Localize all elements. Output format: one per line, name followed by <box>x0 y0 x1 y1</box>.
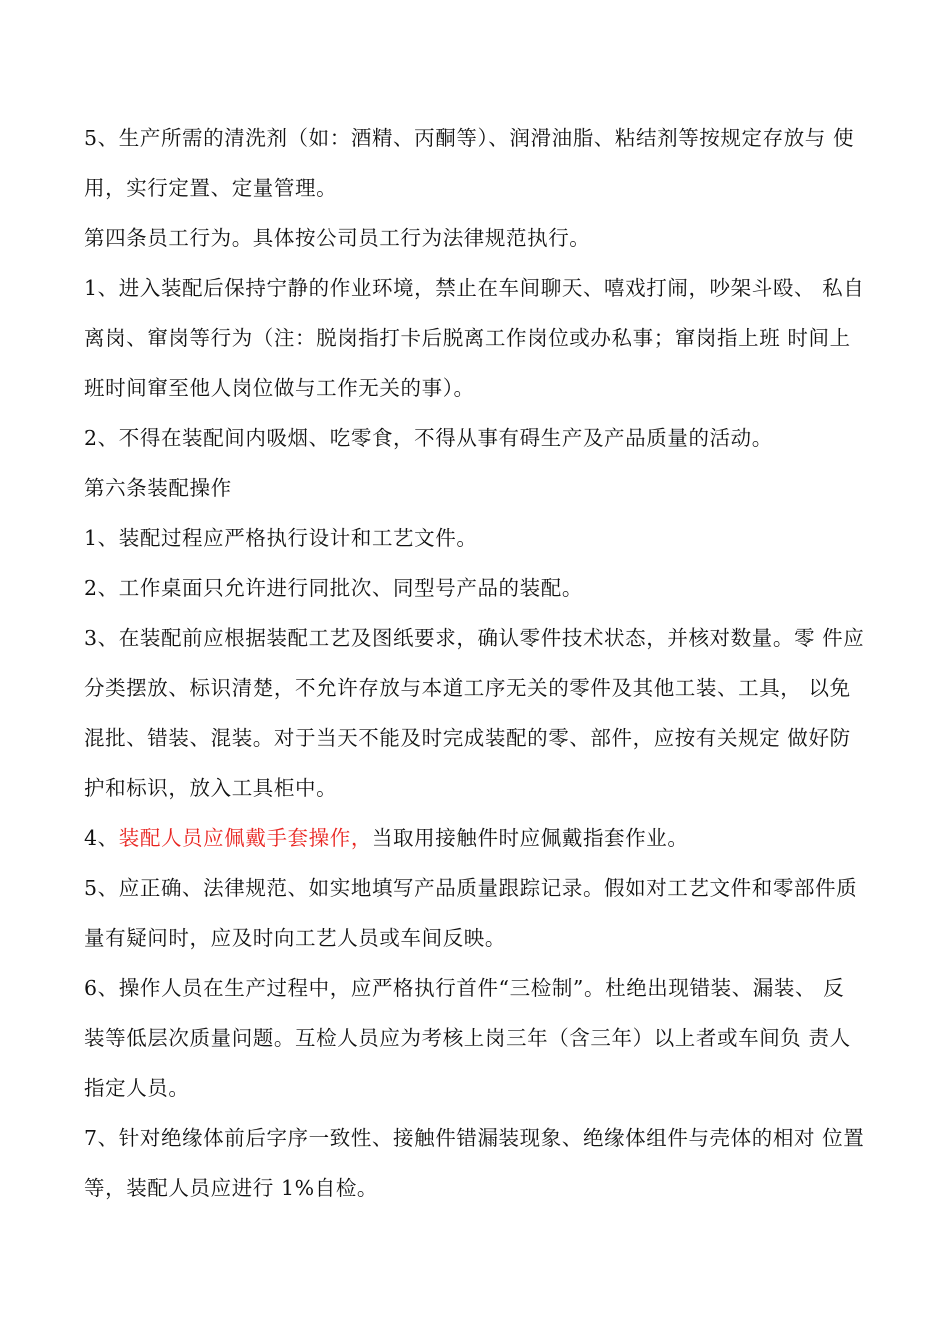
text-line-21: 7、针对绝缘体前后字序一致性、接触件错漏装现象、绝缘体组件与壳体的相对 位置 <box>84 1126 865 1150</box>
text-line-16: 5、应正确、法律规范、如实地填写产品质量跟踪记录。假如对工艺文件和零部件质 <box>84 876 858 900</box>
highlighted-text: 装配人员应佩戴手套操作， <box>118 826 372 850</box>
text-line-1: 5、生产所需的清洗剂（如：酒精、丙酮等）、润滑油脂、粘结剂等按规定存放与 使 <box>84 126 855 150</box>
text-line-10: 2、工作桌面只允许进行同批次、同型号产品的装配。 <box>84 576 583 600</box>
article-heading-6: 第六条装配操作 <box>84 476 232 500</box>
text-line-20: 指定人员。 <box>84 1076 190 1100</box>
text-line-17: 量有疑问时，应及时向工艺人员或车间反映。 <box>84 926 506 950</box>
text-line-2: 用，实行定置、定量管理。 <box>84 176 338 200</box>
text-line-22: 等，装配人员应进行 1%自检。 <box>84 1176 379 1200</box>
text-line-11: 3、在装配前应根据装配工艺及图纸要求，确认零件技术状态，并核对数量。零 件应 <box>84 626 865 650</box>
text-continuation: 当取用接触件时应佩戴指套作业。 <box>371 826 689 850</box>
article-heading-4: 第四条员工行为。具体按公司员工行为法律规范执行。 <box>84 226 591 250</box>
text-line-13: 混批、错装、混装。对于当天不能及时完成装配的零、部件，应按有关规定 做好防 <box>84 726 851 750</box>
text-line-14: 护和标识，放入工具柜中。 <box>84 776 338 800</box>
text-line-12: 分类摆放、标识清楚，不允许存放与本道工序无关的零件及其他工装、工具， 以免 <box>84 676 851 700</box>
text-line-19: 装等低层次质量问题。互检人员应为考核上岗三年（含三年）以上者或车间负 责人 <box>84 1026 851 1050</box>
text-line-4: 1、进入装配后保持宁静的作业环境，禁止在车间聊天、嘻戏打闹，吵架斗殴、 私自 <box>84 276 865 300</box>
text-line-15 <box>84 824 884 852</box>
text-line-5: 离岗、窜岗等行为（注：脱岗指打卡后脱离工作岗位或办私事；窜岗指上班 时间上 <box>84 326 851 350</box>
text-line-7: 2、不得在装配间内吸烟、吃零食，不得从事有碍生产及产品质量的活动。 <box>84 426 773 450</box>
text-line-18: 6、操作人员在生产过程中，应严格执行首件“三检制”。杜绝出现错装、漏装、 反 <box>84 976 845 1000</box>
item-number: 4、 <box>84 826 119 850</box>
text-line-9: 1、装配过程应严格执行设计和工艺文件。 <box>84 526 478 550</box>
text-line-6: 班时间窜至他人岗位做与工作无关的事）。 <box>84 376 475 400</box>
